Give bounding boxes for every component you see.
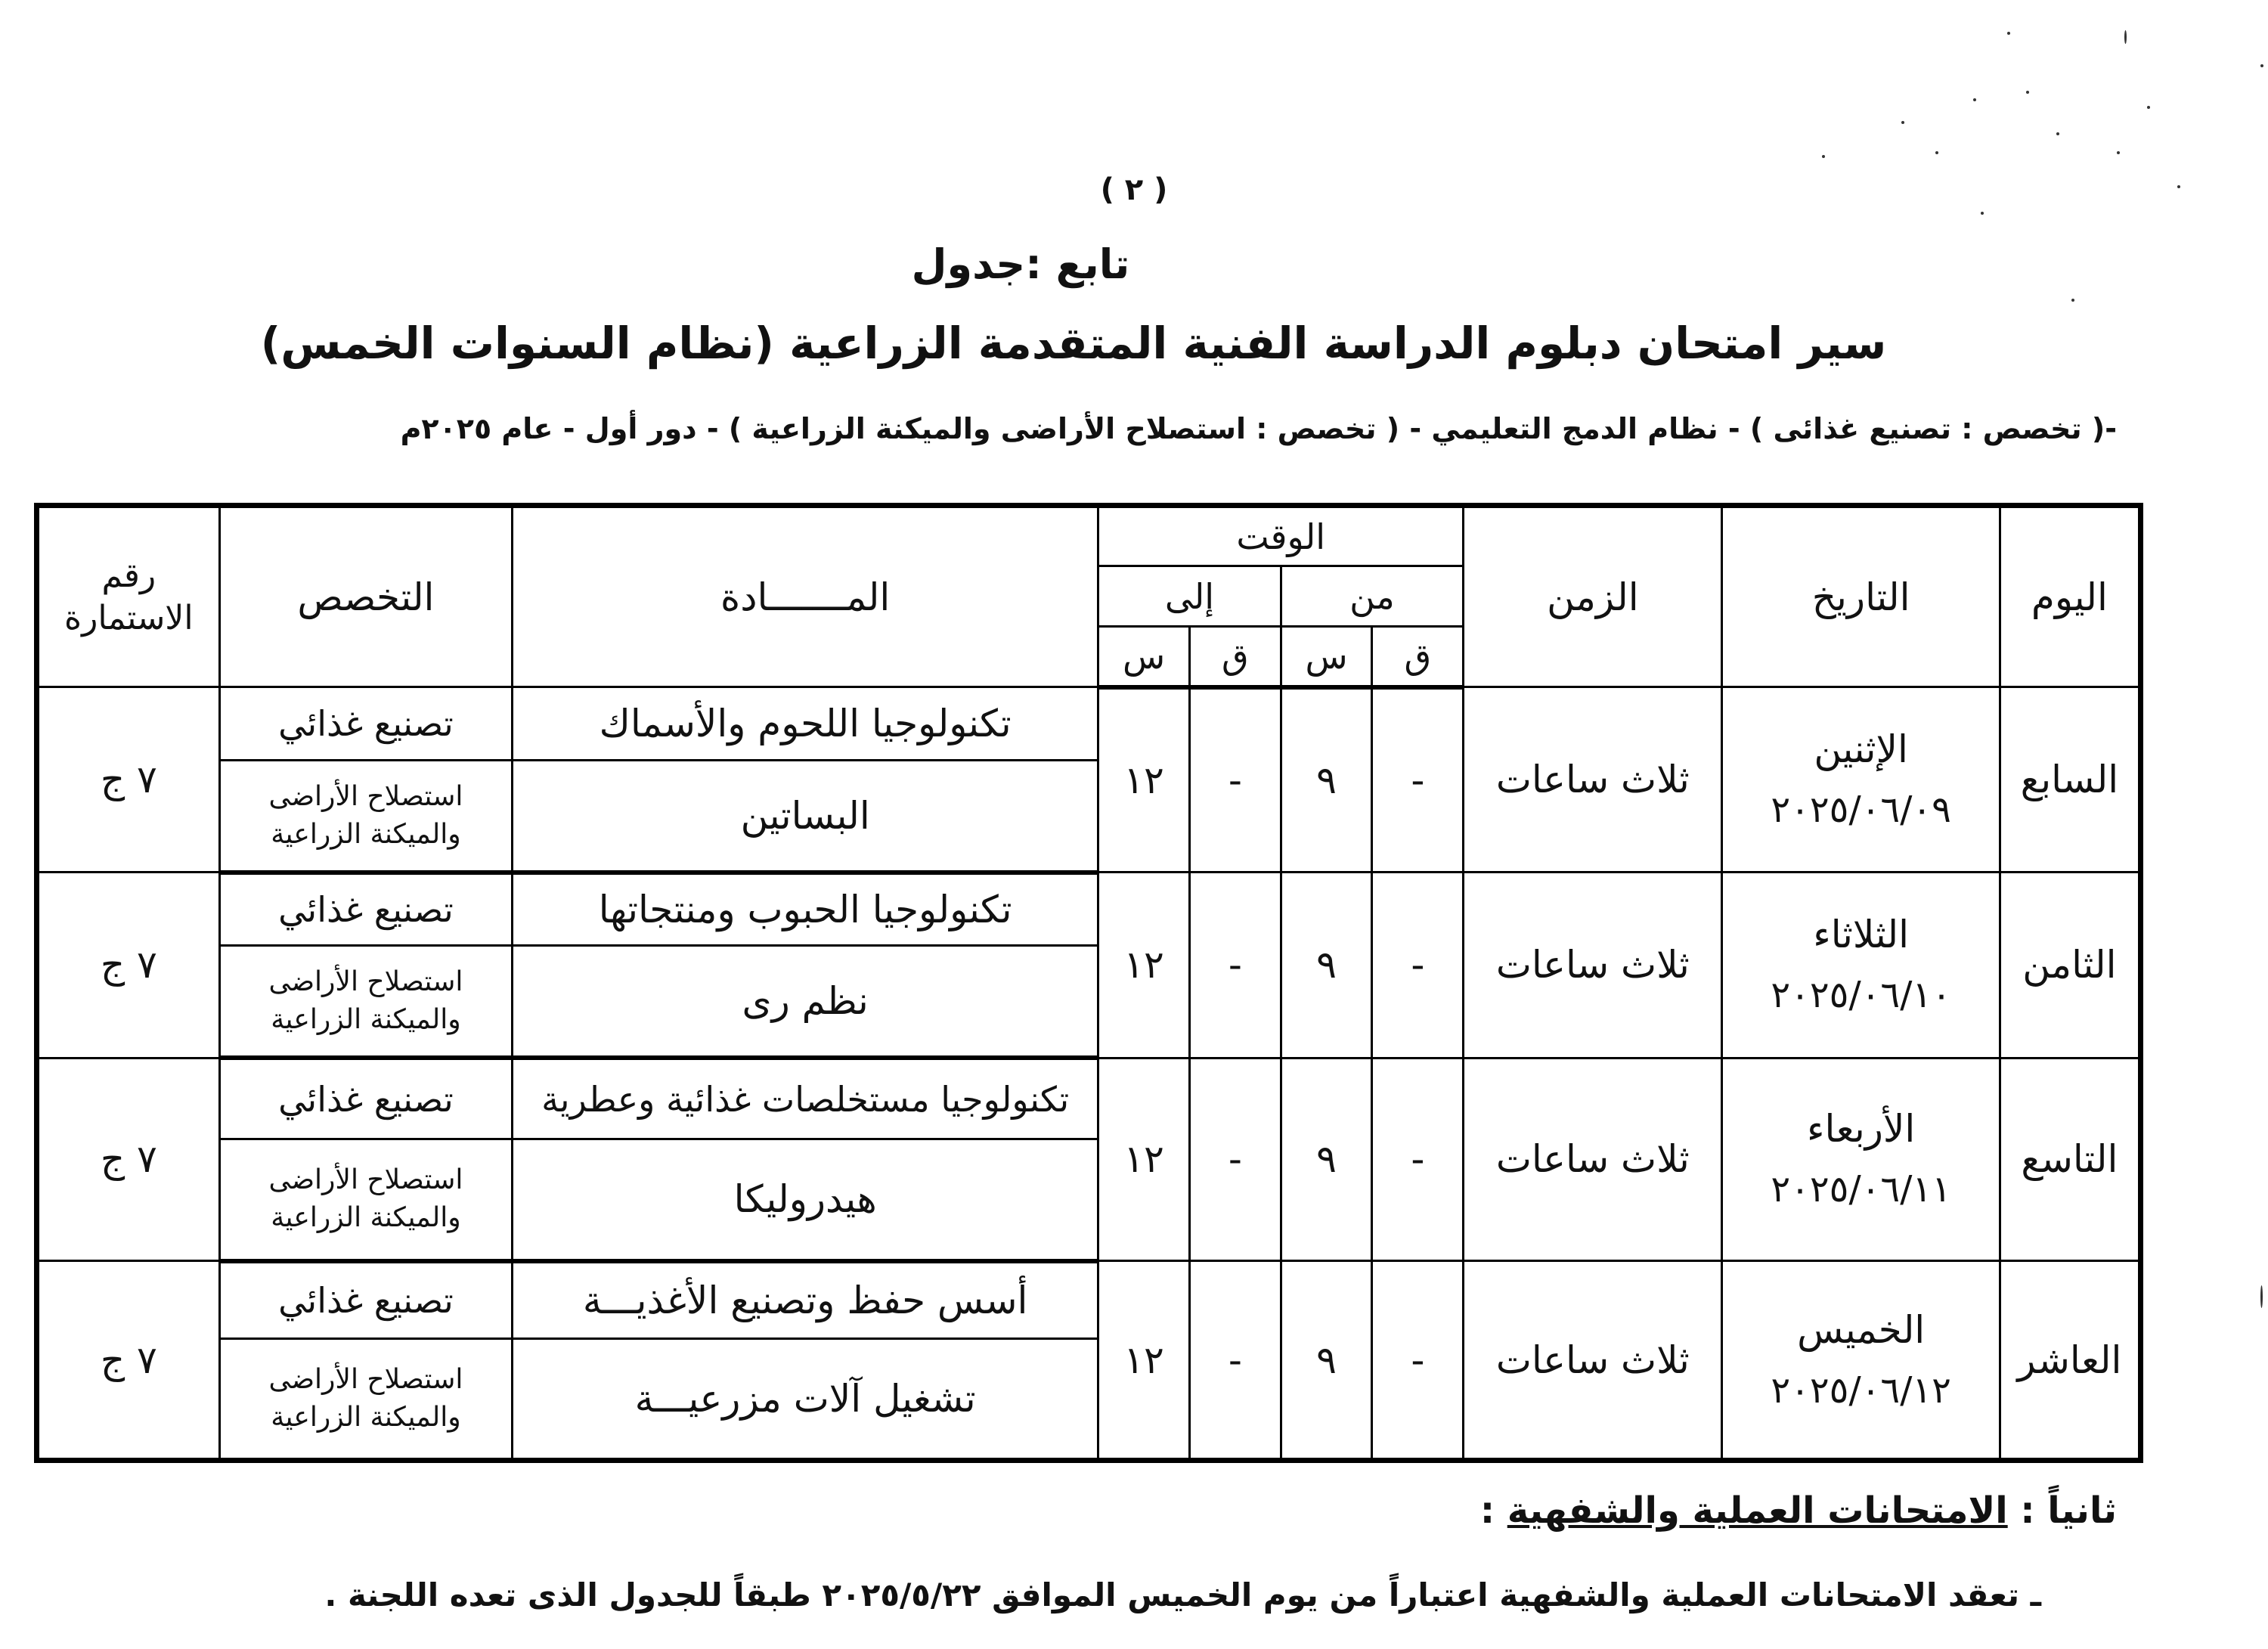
subject-land: هيدروليكا [513,1139,1098,1261]
spec-food: تصنيع غذائي [219,1058,513,1139]
from-minutes: - [1372,873,1464,1058]
spec-land: استصلاح الأراضى والميكنة الزراعية [219,1139,513,1261]
spec-land: استصلاح الأراضى والميكنة الزراعية [219,760,513,872]
to-hours: ١٢ [1098,873,1190,1058]
header-from: من [1281,566,1464,627]
duration-cell: ثلاث ساعات [1464,873,1722,1058]
from-minutes: - [1372,1058,1464,1261]
section-suffix: : [1479,1489,1507,1532]
section-title: الامتحانات العملية والشفهية [1507,1489,2008,1532]
exam-date: ٢٠٢٥/٠٦/١٠ [1771,974,1951,1017]
exam-date: ٢٠٢٥/٠٦/٠٩ [1771,789,1951,832]
date-cell [1722,873,2000,1058]
weekday-name: الأربعاء [1806,1107,1916,1152]
table-row [37,1261,2141,1338]
weekday-name: الخميس [1797,1307,1926,1352]
day-cell: السابع [2000,687,2140,873]
section-note: ـ تعقد الامتحانات العملية والشفهية اعتباراً من يوم الخميس الموافق ٢٠٢٥/٥/٢٢ طبقاً للجدول الذى تعده اللجنة . [324,1576,2041,1613]
subject-land: تشغيل آلات مزرعيـــة [513,1338,1098,1460]
subject-food: تكنولوجيا اللحوم والأسماك [513,687,1098,761]
header-to: إلى [1098,566,1281,627]
exam-schedule-table [34,503,2143,1463]
form-number: ٧ ج [37,1261,220,1461]
header-to-q: ق [1189,627,1281,687]
date-cell [1722,1261,2000,1461]
form-number: ٧ ج [37,873,220,1058]
to-hours: ١٢ [1098,687,1190,873]
subject-land: البساتين [513,760,1098,872]
from-hours: ٩ [1281,1058,1372,1261]
spec-land: استصلاح الأراضى والميكنة الزراعية [219,1338,513,1460]
table-row [37,1058,2141,1139]
date-cell [1722,1058,2000,1261]
spec-food: تصنيع غذائي [219,873,513,946]
table-row [37,687,2141,761]
header-from-q: ق [1372,627,1464,687]
spec-food: تصنيع غذائي [219,687,513,761]
from-minutes: - [1372,687,1464,873]
header-specialization: التخصص [219,506,513,687]
header-date: التاريخ [1722,506,2000,687]
to-minutes: - [1189,1058,1281,1261]
document-subtitle: سير امتحان دبلوم الدراسة الفنية المتقدمة الزراعية (نظام السنوات الخمس) [260,318,1887,369]
weekday-name: الثلاثاء [1813,913,1909,957]
from-minutes: - [1372,1261,1464,1461]
header-from-s: س [1281,627,1372,687]
subject-food: تكنولوجيا الحبوب ومنتجاتها [513,873,1098,946]
subject-land: نظم رى [513,946,1098,1058]
to-minutes: - [1189,873,1281,1058]
header-to-s: س [1098,627,1190,687]
to-hours: ١٢ [1098,1058,1190,1261]
from-hours: ٩ [1281,873,1372,1058]
specialization-line: -( تخصص : تصنيع غذائى ) - نظام الدمج التعليمي - ( تخصص : استصلاح الأراضى والميكنة الزراعية ) - دور أول - عام ٢٠٢٥م [400,412,2117,445]
day-cell: العاشر [2000,1261,2140,1461]
duration-cell: ثلاث ساعات [1464,1261,1722,1461]
from-hours: ٩ [1281,687,1372,873]
table-row [37,873,2141,946]
subject-food: أسس حفظ وتصنيع الأغذيـــة [513,1261,1098,1338]
section-prefix: ثانياً : [2007,1489,2117,1532]
day-cell: التاسع [2000,1058,2140,1261]
to-hours: ١٢ [1098,1261,1190,1461]
to-minutes: - [1189,1261,1281,1461]
to-minutes: - [1189,687,1281,873]
header-duration: الزمن [1464,506,1722,687]
form-number: ٧ ج [37,1058,220,1261]
weekday-name: الإثنين [1814,727,1908,772]
subject-food: تكنولوجيا مستخلصات غذائية وعطرية [513,1058,1098,1139]
from-hours: ٩ [1281,1261,1372,1461]
page-number: ( ٢ ) [1100,172,1168,207]
header-time: الوقت [1098,506,1464,566]
document-title: تابع :جدول [911,240,1130,288]
spec-land: استصلاح الأراضى والميكنة الزراعية [219,946,513,1058]
date-cell [1722,687,2000,873]
header-day: اليوم [2000,506,2140,687]
header-form-number: رقم الاستمارة [37,506,220,687]
duration-cell: ثلاث ساعات [1464,687,1722,873]
form-number: ٧ ج [37,687,220,873]
exam-date: ٢٠٢٥/٠٦/١١ [1771,1168,1951,1211]
spec-food: تصنيع غذائي [219,1261,513,1338]
section-heading [1480,1489,2117,1532]
exam-date: ٢٠٢٥/٠٦/١٢ [1771,1368,1951,1412]
duration-cell: ثلاث ساعات [1464,1058,1722,1261]
header-subject: المـــــــادة [513,506,1098,687]
day-cell: الثامن [2000,873,2140,1058]
